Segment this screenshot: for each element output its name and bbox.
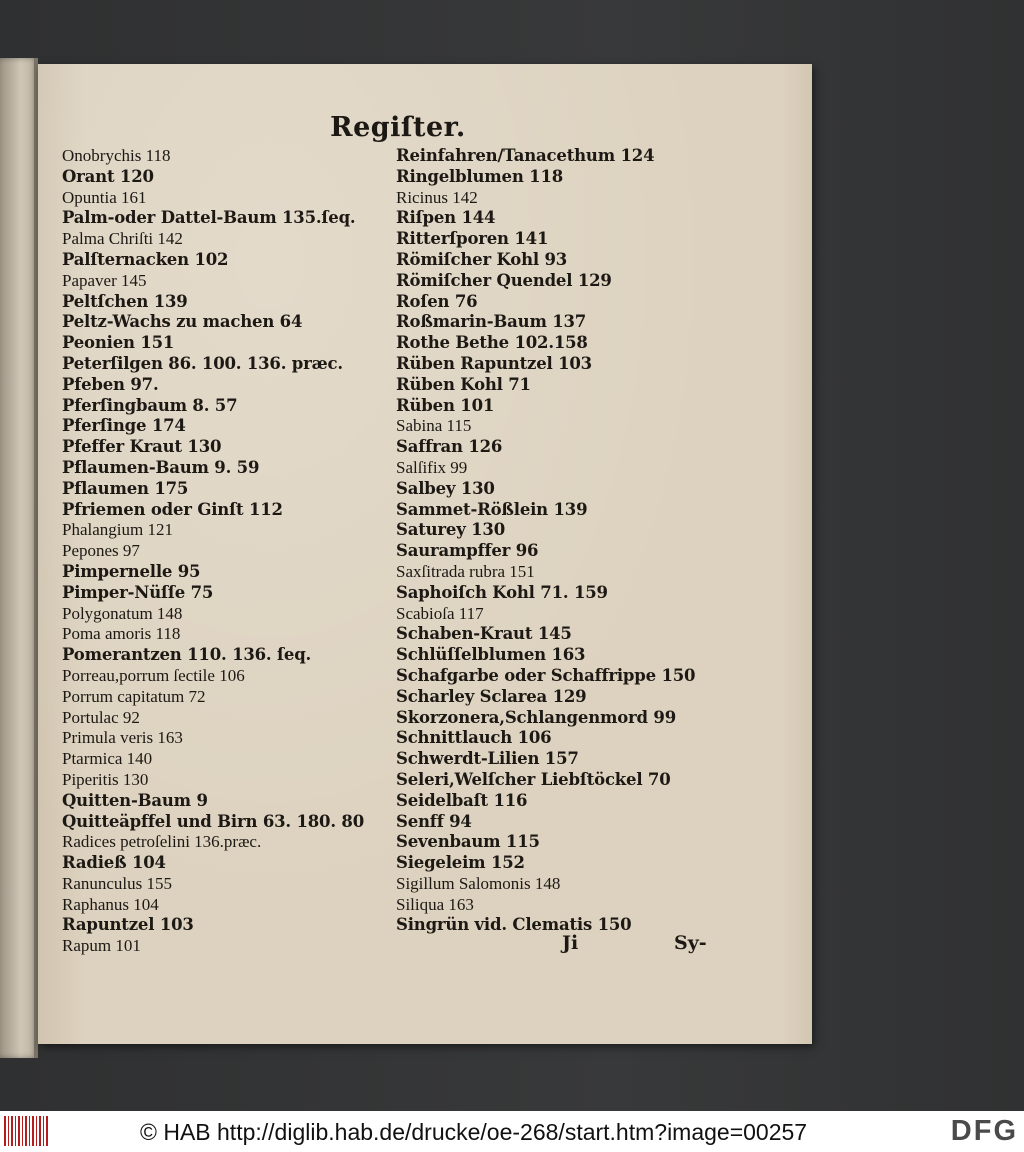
index-entry: Polygonatum 148 <box>62 603 183 623</box>
index-entry: Sammet-Rößlein 139 <box>396 499 588 519</box>
index-entry: Porrum capitatum 72 <box>62 686 206 706</box>
index-entry: Raphanus 104 <box>62 894 159 914</box>
index-entry: Ritterſporen 141 <box>396 229 549 249</box>
index-entry: Senff 94 <box>396 811 472 831</box>
index-entry: Pflaumen 175 <box>62 478 189 498</box>
index-entry: Roſen 76 <box>396 291 478 311</box>
index-entry: Ptarmica 140 <box>62 749 153 769</box>
index-column-left <box>62 146 392 957</box>
index-entry: Rapuntzel 103 <box>62 915 194 935</box>
index-entry: Ringelblumen 118 <box>396 166 564 186</box>
index-entry: Phalangium 121 <box>62 520 173 540</box>
index-entry: Pimpernelle 95 <box>62 561 201 581</box>
index-entry: Rothe Bethe 102.158 <box>396 333 588 353</box>
index-entry: Saturey 130 <box>396 520 505 540</box>
index-entry: Radices petroſelini 136.præc. <box>62 832 262 852</box>
index-entry: Seidelbaſt 116 <box>396 790 528 810</box>
index-entry: Ricinus 142 <box>396 187 478 207</box>
index-entry: Rüben Kohl 71 <box>396 374 531 394</box>
index-entry: Quitteäpffel und Birn 63. 180. 80 <box>62 811 364 831</box>
index-entry: Pomerantzen 110. 136. ſeq. <box>62 645 312 665</box>
index-entry: Pferſinge 174 <box>62 416 186 436</box>
signature-mark: Ji <box>562 932 579 954</box>
index-entry: Römiſcher Quendel 129 <box>396 270 612 290</box>
book-page <box>38 64 812 1044</box>
index-entry: Sevenbaum 115 <box>396 832 540 852</box>
index-entry: Orant 120 <box>62 166 154 186</box>
hab-logo-icon <box>4 1116 48 1146</box>
index-entry: Sabina 115 <box>396 416 472 436</box>
index-column-right <box>396 146 796 936</box>
index-entry: Porreau,porrum ſectile 106 <box>62 665 245 685</box>
index-entry: Peltz-Wachs zu machen 64 <box>62 312 303 332</box>
index-entry: Saxſitrada rubra 151 <box>396 561 535 581</box>
index-entry: Seleri,Welſcher Liebſtöckel 70 <box>396 769 671 789</box>
index-entry: Roßmarin-Baum 137 <box>396 312 587 332</box>
index-entry: Pferſingbaum 8. 57 <box>62 395 238 415</box>
previous-page-edge <box>0 58 38 1058</box>
index-entry: Scharley Sclarea 129 <box>396 686 587 706</box>
index-entry: Onobrychis 118 <box>62 146 171 165</box>
index-entry: Radieß 104 <box>62 853 166 873</box>
page-header: Regiſter. <box>330 112 466 143</box>
index-entry: Reinfahren/Tanacethum 124 <box>396 146 655 165</box>
index-entry: Salbey 130 <box>396 478 495 498</box>
index-entry: Piperitis 130 <box>62 769 149 789</box>
index-entry: Sigillum Salomonis 148 <box>396 873 561 893</box>
index-entry: Riſpen 144 <box>396 208 496 228</box>
index-entry: Pepones 97 <box>62 541 140 561</box>
index-entry: Peltſchen 139 <box>62 291 188 311</box>
index-entry: Poma amoris 118 <box>62 624 181 644</box>
index-entry: Pfriemen oder Ginſt 112 <box>62 499 283 519</box>
index-entry: Papaver 145 <box>62 270 147 290</box>
index-entry: Rüben 101 <box>396 395 495 415</box>
index-entry: Skorzonera,Schlangenmord 99 <box>396 707 676 727</box>
index-entry: Primula veris 163 <box>62 728 183 748</box>
index-entry: Schaben-Kraut 145 <box>396 624 572 644</box>
catchword: Sy- <box>674 932 707 954</box>
index-entry: Römiſcher Kohl 93 <box>396 249 568 269</box>
index-entry: Saffran 126 <box>396 437 503 457</box>
index-entry: Pfeffer Kraut 130 <box>62 437 222 457</box>
index-entry: Siliqua 163 <box>396 894 474 914</box>
index-entry: Schwerdt-Lilien 157 <box>396 749 579 769</box>
dfg-logo: DFG <box>950 1115 1018 1147</box>
index-entry: Saurampffer 96 <box>396 541 539 561</box>
index-entry: Rüben Rapuntzel 103 <box>396 353 592 373</box>
index-entry: Pflaumen-Baum 9. 59 <box>62 457 260 477</box>
copyright-credit: © HAB http://diglib.hab.de/drucke/oe-268/start.htm?image=00257 <box>140 1119 808 1145</box>
footer-bar <box>0 1111 1024 1152</box>
index-entry: Palſternacken 102 <box>62 249 229 269</box>
index-entry: Schlüſſelblumen 163 <box>396 645 586 665</box>
index-entry: Rapum 101 <box>62 936 141 956</box>
index-entry: Scabioſa 117 <box>396 603 484 623</box>
index-entry: Saphoiſch Kohl 71. 159 <box>396 582 608 602</box>
index-entry: Salſifix 99 <box>396 457 468 477</box>
index-entry: Ranunculus 155 <box>62 873 173 893</box>
index-entry: Schafgarbe oder Schaffrippe 150 <box>396 665 696 685</box>
index-entry: Pimper-Nüſſe 75 <box>62 582 214 602</box>
index-entry: Quitten-Baum 9 <box>62 790 208 810</box>
index-entry: Palm-oder Dattel-Baum 135.ſeq. <box>62 208 356 228</box>
index-entry: Opuntia 161 <box>62 187 147 207</box>
index-entry: Peonien 151 <box>62 333 175 353</box>
index-entry: Peterſilgen 86. 100. 136. præc. <box>62 353 343 373</box>
index-entry: Palma Chriſti 142 <box>62 229 183 249</box>
index-entry: Pfeben 97. <box>62 374 159 394</box>
index-entry: Siegeleim 152 <box>396 853 525 873</box>
index-entry: Singrün vid. Clematis 150 <box>396 915 632 935</box>
index-entry: Schnittlauch 106 <box>396 728 552 748</box>
index-entry: Portulac 92 <box>62 707 140 727</box>
